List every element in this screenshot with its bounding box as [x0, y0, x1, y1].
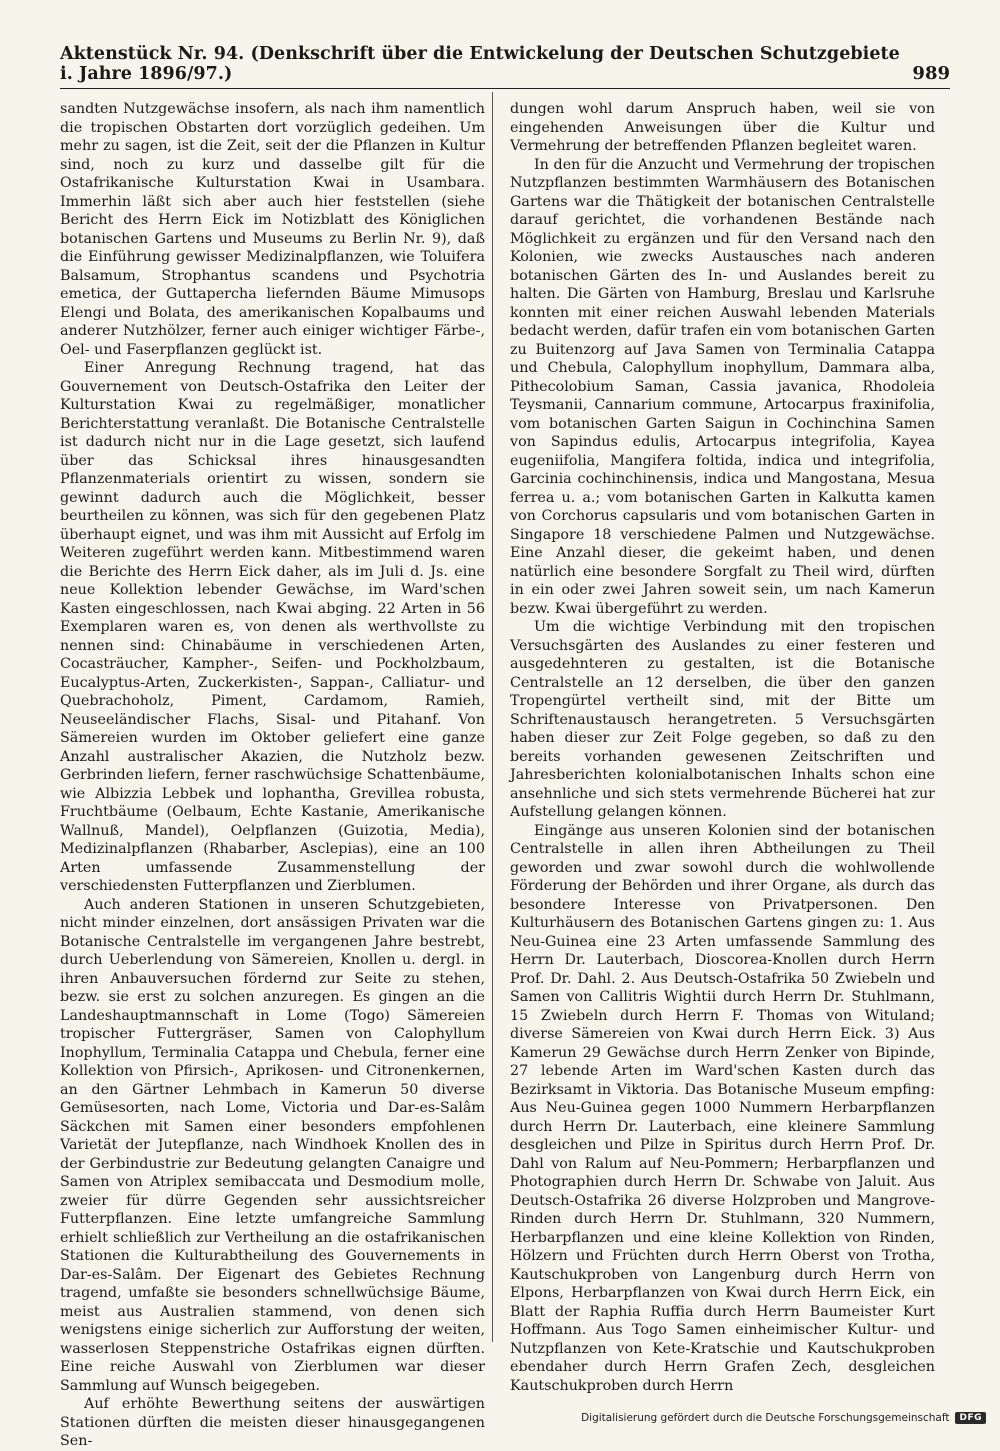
- paragraph: sandten Nutzgewächse insofern, als nach ihm namentlich die tropischen Obstarten dort vorzüglich gedeihen. Um mehr zu sagen, ist die Zeit, seit der die Pflanzen in Kultur sind, noch zu kurz und dasselbe gilt für die Ostafrikanische Kulturstation Kwai in Usambara. Immerhin läßt sich aber auch hier feststellen (siehe Bericht des Herrn Eick im Notizblatt des Königlichen botanischen Gartens und Museums zu Berlin Nr. 9), daß die Einführung gewisser Medizinalpflanzen, wie Toluifera Balsamum, Strophantus scandens und Psychotria emetica, der Guttapercha liefernden Bäume Mimusops Elengi und Bolata, des amerikanischen Kopalbaums und anderer Nutzhölzer, ferner auch einiger wichtiger Färbe-, Oel- und Faserpflanzen geglückt ist.: [60, 101, 485, 358]
- dfg-logo: DFG: [955, 1412, 986, 1424]
- paragraph: Eingänge aus unseren Kolonien sind der botanischen Centralstelle in allen ihren Abtheilungen zu Theil geworden und zwar sowohl durch die wohlwollende Förderung der Behörden und ihrer Organe, als durch das besondere Interesse von Privatpersonen. Den Kulturhäusern des Botanischen Gartens gingen zu: 1. Aus Neu-Guinea eine 23 Arten umfassende Sammlung des Herrn Dr. Lauterbach, Dioscorea-Knollen durch Herrn Prof. Dr. Dahl. 2. Aus Deutsch-Ostafrika 50 Zwiebeln und Samen von Callitris Wightii durch Herrn Dr. Stuhlmann, 15 Zwiebeln durch Herrn F. Thomas von Wituland; diverse Sämereien von Kwai durch Herrn Eick. 3) Aus Kamerun 29 Gewächse durch Herrn Zenker von Bipinde, 27 lebende Arten im Ward'schen Kasten durch das Bezirksamt in Viktoria. Das Botanische Museum empfing: Aus Neu-Guinea gegen 1000 Nummern Herbarpflanzen durch Herrn Dr. Lauterbach, eine kleinere Sammlung desgleichen und Pilze in Spiritus durch Herrn Prof. Dr. Dahl von Ralum auf Neu-Pommern; Herbarpflanzen und Photographien durch Herrn Dr. Schwabe von Jaluit. Aus Deutsch-Ostafrika 26 diverse Holzproben und Mangrove-Rinden durch Herrn Dr. Stuhlmann, 320 Nummern, Herbarpflanzen und eine kleine Kollektion von Rinden, Hölzern und Früchten durch Herrn Oberst von Trotha, Kautschukproben von Langenburg durch Herrn von Elpons, Herbarpflanzen von Kwai durch Herrn Eick, ein Blatt der Raphia Ruffia durch Herrn Baumeister Kurt Hoffmann. Aus Togo Samen einheimischer Kultur- und Nutzpflanzen von Kete-Kratschie und Kautschukproben ebendaher durch Herrn Grafen Zech, desgleichen Kautschukproben durch Herrn: [510, 822, 935, 1394]
- paragraph: Einer Anregung Rechnung tragend, hat das Gouvernement von Deutsch-Ostafrika den Leiter der Kulturstation Kwai zu regelmäßiger, monatlicher Berichterstattung veranlaßt. Die Botanische Centralstelle ist dadurch nicht nur in die Lage gesetzt, sich laufend über das Schicksal ihres hinausgesandten Pflanzenmaterials orientirt zu wissen, sondern sie gewinnt dadurch auch die Möglichkeit, besser beurtheilen zu können, was sich für den gegebenen Platz überhaupt eignet, und was ihm mit Aussicht auf Erfolg im Weiteren zugeführt werden kann. Mitbestimmend waren die Berichte des Herrn Eick daher, als im Juli d. Js. eine neue Kollektion lebender Gewächse, im Ward'schen Kasten eingeschlossen, nach Kwai abging. 22 Arten in 56 Exemplaren waren es, von denen als werthvollste zu nennen sind: Chinabäume in verschiedenen Arten, Cocasträucher, Kampher-, Seifen- und Pockholzbaum, Eucalyptus-Arten, Zuckerkisten-, Sappan-, Calliatur- und Quebrachoholz, Piment, Cardamom, Ramieh, Neuseeländischer Flachs, Sisal- und Pitahanf. Von Sämereien wurden im Oktober geliefert eine ganze Anzahl australischer Akazien, die Nutzholz bezw. Gerbrinden liefern, ferner raschwüchsige Schattenbäume, wie Albizzia Lebbek und lophantha, Grevillea robusta, Fruchtbäume (Oelbaum, Echte Kastanie, Amerikanische Wallnuß, Mandel), Oelpflanzen (Guizotia, Media), Medizinalpflanzen (Rhabarber, Asclepias), eine an 100 Arten umfassende Zusammenstellung der verschiedensten Futterpflanzen und Zierblumen.: [60, 360, 485, 894]
- page-number: 989: [912, 63, 950, 84]
- right-column: [510, 100, 935, 1394]
- paragraph: Um die wichtige Verbindung mit den tropischen Versuchsgärten des Auslandes zu einer festeren und ausgedehnteren zu gestalten, ist die Botanische Centralstelle an 12 derselben, die über den ganzen Tropengürtel vertheilt sind, mit der Bitte um Schriftenaustausch herangetreten. 5 Versuchsgärten haben dieser zur Zeit Folge gegeben, so daß zu den bereits vorhanden gewesenen Zeitschriften und Jahresberichten kolonialbotanischen Inhalts schon eine ansehnliche und sich stets vermehrende Bücherei hat zur Aufstellung gelangen können.: [510, 619, 935, 820]
- paragraph: In den für die Anzucht und Vermehrung der tropischen Nutzpflanzen bestimmten Warmhäusern des Botanischen Gartens war die Thätigkeit der botanischen Centralstelle darauf gerichtet, die vorhandenen Bestände nach Möglichkeit zu ergänzen und für den Versand nach den Kolonien, wie zwecks Austausches nach anderen botanischen Gärten des In- und Auslandes bereit zu halten. Die Gärten von Hamburg, Breslau und Karlsruhe konnten mit einer reichen Auswahl lebenden Materials bedacht werden, dafür trafen ein vom botanischen Garten zu Buitenzorg auf Java Samen von Terminalia Catappa und Chebula, Calophyllum inophyllum, Dammara alba, Pithecolobium Saman, Cassia javanica, Rhodoleia Teysmanii, Cannarium commune, Artocarpus fraxinifolia, vom botanischen Garten Saigun in Cochinchina Samen von Sapindus edulis, Artocarpus integrifolia, Kayea eugeniifolia, Mangifera foltida, indica und integrifolia, Garcinia cochinchinensis, indica und Mangostana, Mesua ferrea u. a.; vom botanischen Garten in Kalkutta kamen von Corchorus capsularis und vom botanischen Garten in Singapore 18 verschiedene Palmen und Nutzgewächse. Eine Anzahl dieser, die gekeimt haben, und denen natürlich eine besondere Sorgfalt zu Theil wird, dürften in ein oder zwei Jahren soweit sein, um nach Kamerun bezw. Kwai übergeführt zu werden.: [510, 156, 935, 617]
- paragraph: Auf erhöhte Bewerthung seitens der auswärtigen Stationen dürften die meisten dieser hinausgegangenen Sen-: [60, 1396, 485, 1449]
- left-column: [60, 100, 485, 1449]
- footer-credit: Digitalisierung gefördert durch die Deutsche Forschungsgemeinschaft: [581, 1412, 950, 1424]
- column-divider: [492, 92, 493, 1342]
- paragraph: dungen wohl darum Anspruch haben, weil sie von eingehenden Anweisungen über die Kultur und Vermehrung der betreffenden Pflanzen begleitet waren.: [510, 101, 935, 154]
- digitization-footer: [581, 1412, 986, 1424]
- page-header: [60, 44, 950, 89]
- running-title: Aktenstück Nr. 94. (Denkschrift über die Entwickelung der Deutschen Schutzgebiete i. Jahre 1896/97.): [60, 44, 900, 84]
- paragraph: Auch anderen Stationen in unseren Schutzgebieten, nicht minder einzelnen, dort ansässigen Privaten war die Botanische Centralstelle im vergangenen Jahre bestrebt, durch Ueberlendung von Sämereien, Knollen u. dergl. in ihren Anbauversuchen fördernd zur Seite zu stehen, bezw. sie erst zu solchen anzuregen. Es gingen an die Landeshauptmannschaft in Lome (Togo) Sämereien tropischer Futtergräser, Samen von Calophyllum Inophyllum, Terminalia Catappa und Chebula, ferner eine Kollektion von Pfirsich-, Aprikosen- und Citronenkernen, an den Gärtner Lehmbach in Kamerun 50 diverse Gemüsesorten, nach Lome, Victoria und Dar-es-Salâm Säckchen mit Samen einer besonders empfohlenen Varietät der Jutepflanze, nach Windhoek Knollen des in der Gerbindustrie zur Bedeutung gelangten Canaigre und Samen von Atriplex semibaccata und Desmodium molle, zweier für dürre Gegenden sehr aussichtsreicher Futterpflanzen. Eine letzte umfangreiche Sammlung erhielt schließlich zur Vertheilung an die ostafrikanischen Stationen die Kulturabtheilung des Gouvernements in Dar-es-Salâm. Der Eigenart des Gebietes Rechnung tragend, umfaßte sie besonders schnellwüchsige Bäume, meist aus Australien stammend, von denen sich wenigstens einige sicherlich zur Aufforstung der weiten, wasserlosen Steppenstriche Ostafrikas eignen dürften. Eine reiche Auswahl von Zierblumen war dieser Sammlung auf Wunsch beigegeben.: [60, 896, 485, 1394]
